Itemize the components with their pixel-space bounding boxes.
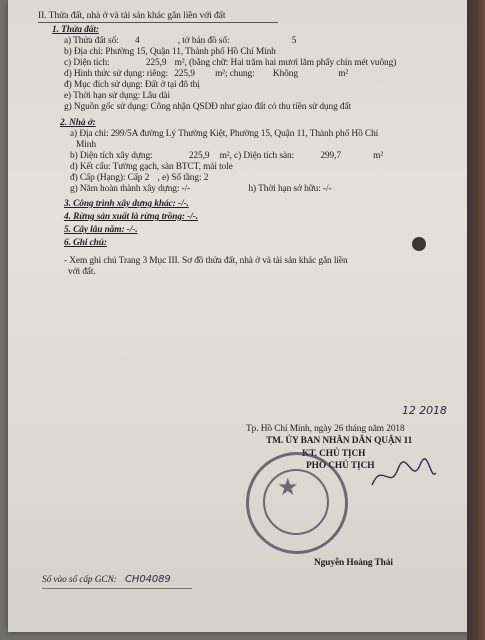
- seal-star-icon: ★: [277, 475, 299, 501]
- floor-area-label: m², c) Diện tích sàn:: [219, 151, 295, 161]
- land-title: 1. Thửa đất:: [52, 25, 99, 35]
- build-area-label: b) Diện tích xây dựng:: [70, 151, 153, 161]
- build-area-row: [70, 151, 383, 161]
- area-unit: m², (bằng chữ: Hai trăm hai mươi lăm phẩy chín mét vuông): [174, 58, 397, 68]
- punch-hole: [412, 237, 426, 251]
- header-divider: [38, 22, 278, 23]
- grade-row: [70, 173, 208, 183]
- house-structure: d) Kết cấu: Tường gạch, sàn BTCT, mái tole: [70, 162, 233, 172]
- house-title: 2. Nhà ở:: [60, 118, 96, 128]
- plot-label-text: a) Thửa đất số:: [64, 36, 119, 46]
- area-label: c) Diện tích:: [64, 58, 110, 68]
- land-origin: g) Nguồn gốc sử dụng: Công nhận QSDĐ như giao đất có thu tiền sử dụng đất: [64, 102, 352, 112]
- map-value: 5: [291, 36, 297, 46]
- official-seal: [246, 452, 348, 554]
- usage-private: 225,9: [174, 69, 195, 79]
- land-area-row: [64, 58, 396, 68]
- certificate-page: [8, 0, 474, 632]
- kt-chairman: KT. CHỦ TỊCH: [302, 449, 366, 459]
- usage-form-label: d) Hình thức sử dụng: riêng:: [64, 69, 168, 79]
- vice-chairman: PHÓ CHỦ TỊCH: [306, 461, 375, 471]
- build-area-value: 225,9: [188, 151, 210, 161]
- org-name: TM. ỦY BAN NHÂN DÂN QUẬN 11: [266, 436, 413, 446]
- place-date: Tp. Hồ Chí Minh, ngày 26 tháng năm 2018: [246, 424, 405, 434]
- usage-common-label: m²; chung:: [215, 69, 255, 79]
- section-header: II. Thửa đất, nhà ở và tài sản khác gắn liền với đất: [38, 10, 226, 21]
- plot-number-label: [64, 36, 296, 46]
- plot-value: 4: [134, 36, 140, 46]
- house-address-2: Minh: [76, 140, 96, 150]
- house-grade: đ) Cấp (Hạng): Cấp 2: [70, 173, 150, 183]
- land-term: e) Thời hạn sử dụng: Lâu dài: [64, 91, 171, 101]
- map-label: , tờ bản đồ số:: [177, 36, 230, 46]
- usage-form-row: [64, 69, 348, 79]
- usage-common: Không: [272, 69, 298, 79]
- note-line-1: - Xem ghi chú Trang 3 Mục III. Sơ đồ thửa đất, nhà ở và tài sản khác gắn liền: [64, 256, 348, 266]
- year-row: [70, 184, 332, 194]
- registry-label: Số vào sổ cấp GCN:: [42, 575, 117, 585]
- registry-number: CH04089: [125, 574, 171, 585]
- notes-title: 6. Ghi chú:: [64, 238, 107, 248]
- other-construction: 3. Công trình xây dựng khác: -/-.: [64, 199, 189, 209]
- house-address-1: a) Địa chỉ: 299/5A đường Lý Thường Kiệt, Phường 15, Quận 11, Thành phố Hồ Chí: [70, 129, 379, 139]
- note-line-2: với đất.: [68, 267, 96, 277]
- signature-scribble: [368, 455, 438, 495]
- area-value: 225,9: [145, 58, 167, 68]
- usage-common-unit: m²: [338, 69, 349, 79]
- handwritten-date: 12 2018: [402, 404, 447, 417]
- land-purpose: đ) Mục đích sử dụng: Đất ở tại đô thị: [64, 80, 200, 90]
- registry-row: [42, 574, 171, 585]
- perennial-trees: 5. Cây lâu năm: -/-.: [64, 225, 138, 235]
- page-edge: [467, 0, 485, 640]
- production-forest: 4. Rừng sản xuất là rừng trồng: -/-.: [64, 212, 198, 222]
- ownership-term: h) Thời hạn sở hữu: -/-: [248, 184, 332, 194]
- floor-area-value: 299,7: [320, 151, 341, 161]
- year-built: g) Năm hoàn thành xây dựng: -/-: [70, 184, 191, 194]
- land-address: b) Địa chỉ: Phường 15, Quận 11, Thành phố Hồ Chí Minh: [64, 47, 276, 57]
- signer-name: Nguyễn Hoàng Thái: [314, 558, 393, 568]
- floor-area-unit: m²: [373, 151, 384, 161]
- footer-rule: [42, 588, 192, 589]
- house-floors: , e) Số tầng: 2: [157, 173, 209, 183]
